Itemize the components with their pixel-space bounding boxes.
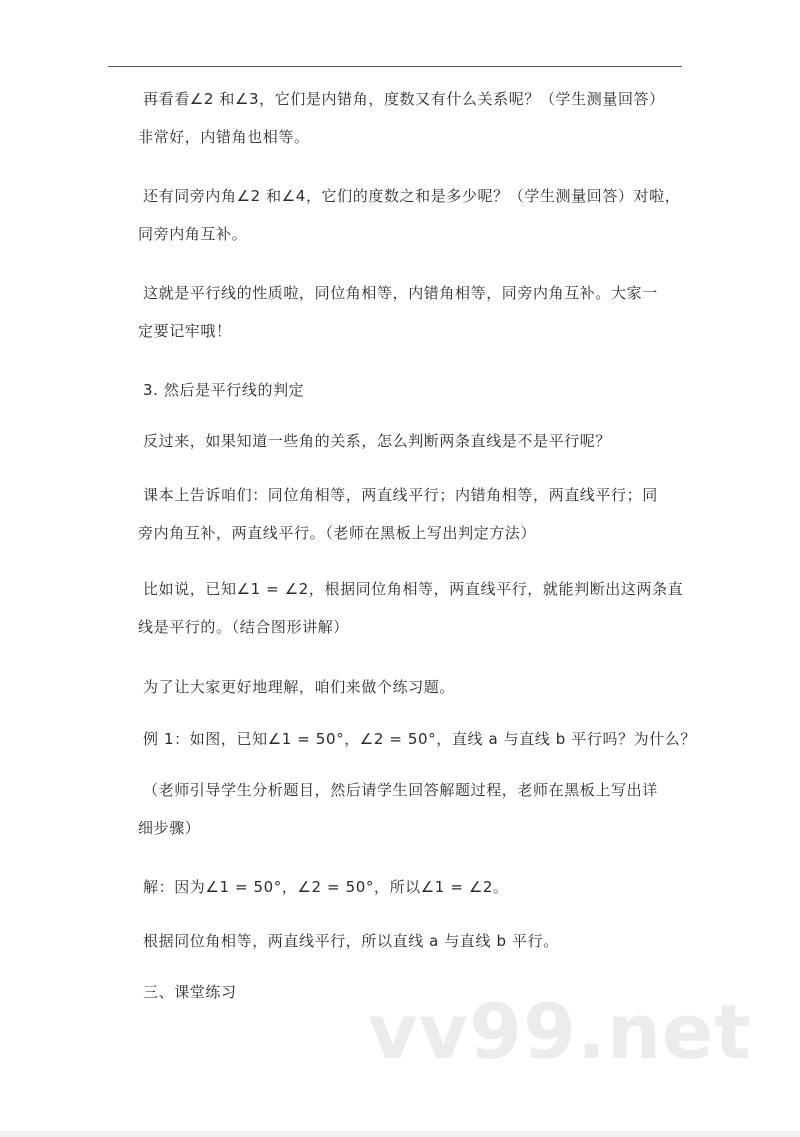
- text-line: 同旁内角互补。: [138, 225, 248, 243]
- text-line: 定要记牢哦！: [138, 322, 232, 340]
- text-line: 细步骤）: [138, 819, 201, 837]
- text-line: 例 1：如图，已知∠1 = 50°，∠2 = 50°，直线 a 与直线 b 平行吗？为什么？: [143, 730, 697, 748]
- paragraph-solution: [143, 868, 683, 906]
- header-rule: [108, 66, 682, 67]
- text-line: 再看看∠2 和∠3，它们是内错角，度数又有什么关系呢？（学生测量回答）: [143, 90, 665, 108]
- paragraph-question: [143, 422, 683, 460]
- text-line: 解：因为∠1 = 50°，∠2 = 50°，所以∠1 = ∠2。: [143, 878, 509, 896]
- text-line: 反过来，如果知道一些角的关系，怎么判断两条直线是不是平行呢？: [143, 432, 612, 450]
- watermark: vv99.net: [368, 987, 752, 1076]
- paragraph-example-explain: [138, 570, 684, 646]
- text-line: 课本上告诉咱们：同位角相等，两直线平行；内错角相等，两直线平行；同: [143, 486, 658, 504]
- paragraph-inner-angles: [138, 80, 683, 156]
- paragraph-conclusion: [143, 922, 683, 960]
- text-line: 为了让大家更好地理解，咱们来做个练习题。: [143, 678, 456, 696]
- text-line: （老师引导学生分析题目，然后请学生回答解题过程，老师在黑板上写出详: [143, 781, 658, 799]
- paragraph-teacher-guidance: [138, 771, 683, 847]
- paragraph-practice-intro: [143, 668, 683, 706]
- paragraph-same-side-angles: [138, 177, 683, 253]
- section-heading-3: [143, 371, 683, 409]
- text-line: 比如说，已知∠1 = ∠2，根据同位角相等，两直线平行，就能判断出这两条直: [143, 580, 684, 598]
- text-line: 这就是平行线的性质啦，同位角相等，内错角相等，同旁内角互补。大家一: [143, 284, 658, 302]
- text-line: 根据同位角相等，两直线平行，所以直线 a 与直线 b 平行。: [143, 932, 559, 950]
- paragraph-textbook: [138, 476, 683, 552]
- text-line: 旁内角互补，两直线平行。（老师在黑板上写出判定方法）: [138, 524, 537, 542]
- text-line: 非常好，内错角也相等。: [138, 128, 310, 146]
- text-line: 还有同旁内角∠2 和∠4，它们的度数之和是多少呢？（学生测量回答）对啦，: [143, 187, 681, 205]
- paragraph-example-1: [143, 720, 697, 758]
- text-line: 三、课堂练习: [143, 983, 237, 1001]
- paragraph-summary: [138, 274, 683, 350]
- text-line: 线是平行的。（结合图形讲解）: [138, 618, 349, 636]
- page-bottom-edge: [0, 1131, 800, 1137]
- text-line: 3. 然后是平行线的判定: [143, 381, 305, 399]
